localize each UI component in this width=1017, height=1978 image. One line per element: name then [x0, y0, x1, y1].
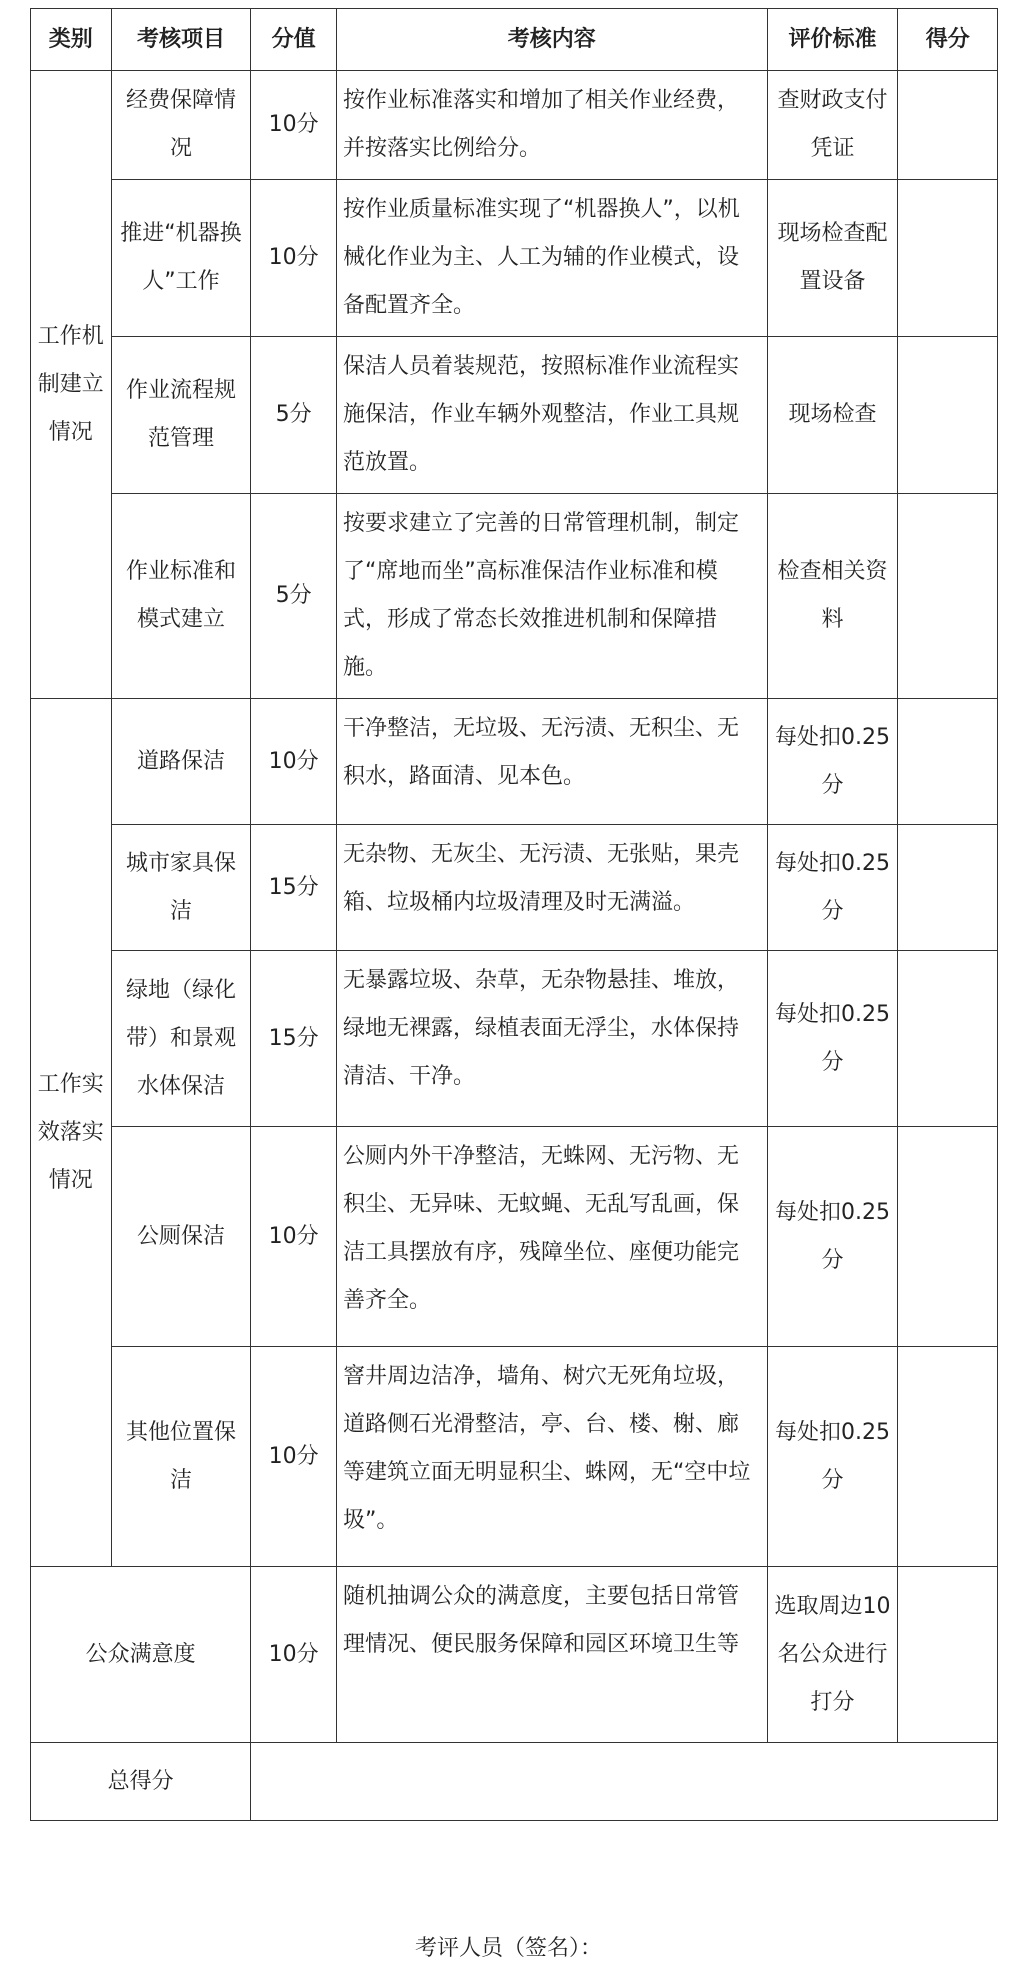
criteria-cell: 每处扣0.25分 [767, 699, 898, 825]
score-cell: 5分 [251, 337, 337, 494]
score-cell: 15分 [251, 825, 337, 951]
got-score-input[interactable] [898, 1347, 998, 1567]
satisfaction-label: 公众满意度 [31, 1567, 251, 1743]
criteria-cell: 选取周边10名公众进行打分 [767, 1567, 898, 1743]
criteria-cell: 查财政支付凭证 [767, 71, 898, 180]
criteria-cell: 每处扣0.25分 [767, 951, 898, 1127]
table-row [31, 825, 998, 951]
satisfaction-row [31, 1567, 998, 1743]
got-score-input[interactable] [898, 337, 998, 494]
total-row [31, 1743, 998, 1821]
table-row [31, 337, 998, 494]
criteria-cell: 检查相关资料 [767, 494, 898, 699]
table-row [31, 71, 998, 180]
got-score-input[interactable] [898, 71, 998, 180]
header-criteria: 评价标准 [767, 9, 898, 71]
score-cell: 5分 [251, 494, 337, 699]
criteria-cell: 每处扣0.25分 [767, 1127, 898, 1347]
got-score-input[interactable] [898, 494, 998, 699]
header-content: 考核内容 [336, 9, 767, 71]
item-cell: 城市家具保洁 [111, 825, 251, 951]
item-cell: 其他位置保洁 [111, 1347, 251, 1567]
content-cell: 按作业标准落实和增加了相关作业经费，并按落实比例给分。 [336, 71, 767, 180]
score-cell: 10分 [251, 1347, 337, 1567]
item-cell: 绿地（绿化带）和景观水体保洁 [111, 951, 251, 1127]
category-cell: 工作实效落实情况 [31, 699, 112, 1567]
content-cell: 公厕内外干净整洁，无蛛网、无污物、无积尘、无异味、无蚊蝇、无乱写乱画，保洁工具摆放有序，残障坐位、座便功能完善齐全。 [336, 1127, 767, 1347]
content-cell: 按要求建立了完善的日常管理机制，制定了“席地而坐”高标准保洁作业标准和模式，形成了常态长效推进机制和保障措施。 [336, 494, 767, 699]
score-cell: 10分 [251, 699, 337, 825]
total-score-input[interactable] [251, 1743, 998, 1821]
got-score-input[interactable] [898, 699, 998, 825]
table-row [31, 699, 998, 825]
criteria-cell: 现场检查 [767, 337, 898, 494]
content-cell: 保洁人员着装规范，按照标准作业流程实施保洁，作业车辆外观整洁，作业工具规范放置。 [336, 337, 767, 494]
header-score: 分值 [251, 9, 337, 71]
score-cell: 10分 [251, 71, 337, 180]
item-cell: 推进“机器换人”工作 [111, 180, 251, 337]
content-cell: 无杂物、无灰尘、无污渍、无张贴，果壳箱、垃圾桶内垃圾清理及时无满溢。 [336, 825, 767, 951]
score-cell: 10分 [251, 1127, 337, 1347]
total-label: 总得分 [31, 1743, 251, 1821]
score-cell: 10分 [251, 180, 337, 337]
table-row [31, 1347, 998, 1567]
signature-line: 考评人员（签名）： [414, 1936, 602, 1961]
got-score-input[interactable] [898, 180, 998, 337]
table-row [31, 494, 998, 699]
score-cell: 15分 [251, 951, 337, 1127]
got-score-input[interactable] [898, 951, 998, 1127]
item-cell: 道路保洁 [111, 699, 251, 825]
category-cell: 工作机制建立情况 [31, 71, 112, 699]
criteria-cell: 每处扣0.25分 [767, 1347, 898, 1567]
criteria-cell: 每处扣0.25分 [767, 825, 898, 951]
header-item: 考核项目 [111, 9, 251, 71]
got-score-input[interactable] [898, 1567, 998, 1743]
table-row [31, 180, 998, 337]
header-row [31, 9, 998, 71]
item-cell: 公厕保洁 [111, 1127, 251, 1347]
header-got: 得分 [898, 9, 998, 71]
criteria-cell: 现场检查配置设备 [767, 180, 898, 337]
got-score-input[interactable] [898, 825, 998, 951]
content-cell: 无暴露垃圾、杂草，无杂物悬挂、堆放，绿地无裸露，绿植表面无浮尘，水体保持清洁、干净。 [336, 951, 767, 1127]
header-category: 类别 [31, 9, 112, 71]
assessment-table [30, 8, 998, 1821]
item-cell: 经费保障情况 [111, 71, 251, 180]
table-row [31, 1127, 998, 1347]
item-cell: 作业流程规范管理 [111, 337, 251, 494]
table-row [31, 951, 998, 1127]
content-cell: 随机抽调公众的满意度，主要包括日常管理情况、便民服务保障和园区环境卫生等 [336, 1567, 767, 1743]
content-cell: 按作业质量标准实现了“机器换人”，以机械化作业为主、人工为辅的作业模式，设备配置齐全。 [336, 180, 767, 337]
content-cell: 干净整洁，无垃圾、无污渍、无积尘、无积水，路面清、见本色。 [336, 699, 767, 825]
item-cell: 作业标准和模式建立 [111, 494, 251, 699]
content-cell: 窨井周边洁净，墙角、树穴无死角垃圾，道路侧石光滑整洁，亭、台、楼、榭、廊等建筑立面无明显积尘、蛛网，无“空中垃圾”。 [336, 1347, 767, 1567]
score-cell: 10分 [251, 1567, 337, 1743]
got-score-input[interactable] [898, 1127, 998, 1347]
